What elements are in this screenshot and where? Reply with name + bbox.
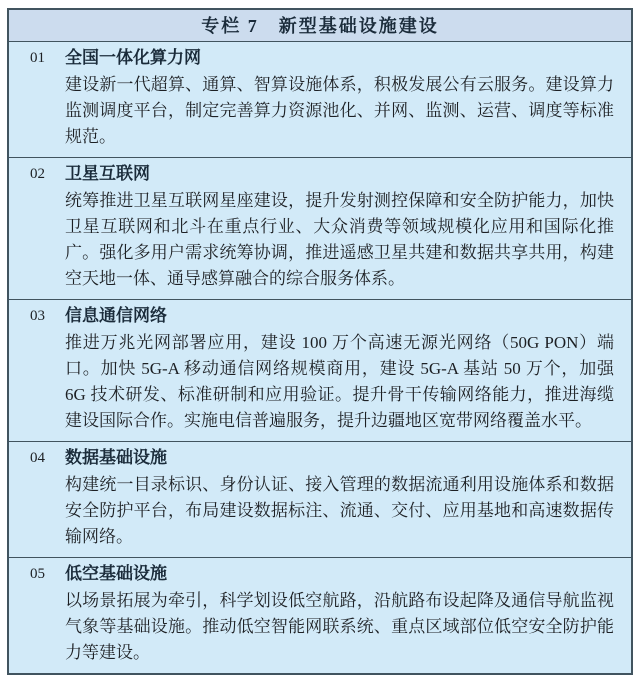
row-heading bbox=[65, 46, 614, 71]
row-heading bbox=[65, 162, 614, 187]
row-body-text: 以场景拓展为牵引，科学划设低空航路，沿航路布设起降及通信导航监视气象等基础设施。推动低空智能网联系统、重点区域部位低空安全防护能力等建设。 bbox=[65, 591, 614, 662]
row-title: 低空基础设施 bbox=[65, 564, 167, 583]
row-heading bbox=[65, 562, 614, 587]
row-title: 全国一体化算力网 bbox=[65, 48, 201, 67]
row-body-text: 统筹推进卫星互联网星座建设，提升发射测控保障和安全防护能力，加快卫星互联网和北斗在重点行业、大众消费等领域规模化应用和国际化推广。强化多用户需求统筹协调，推进遥感卫星共建和数据共享共用，构建空天地一体、通导感算融合的综合服务体系。 bbox=[65, 191, 614, 288]
row-title: 信息通信网络 bbox=[65, 306, 167, 325]
row-number: 01 bbox=[30, 50, 45, 66]
table-row-data-infrastructure bbox=[9, 442, 631, 558]
panel-header bbox=[9, 10, 631, 42]
infrastructure-panel bbox=[7, 8, 633, 675]
row-number: 03 bbox=[30, 308, 45, 324]
row-number: 04 bbox=[30, 450, 45, 466]
panel-title: 专栏 7 新型基础设施建设 bbox=[201, 16, 439, 36]
table-row-low-altitude-infrastructure bbox=[9, 558, 631, 673]
row-number: 02 bbox=[30, 166, 45, 182]
row-body-text: 建设新一代超算、通算、智算设施体系，积极发展公有云服务。建设算力监测调度平台，制定完善算力资源池化、并网、监测、运营、调度等标准规范。 bbox=[65, 75, 614, 146]
row-heading bbox=[65, 304, 614, 329]
row-body-text: 推进万兆光网部署应用，建设 100 万个高速无源光网络（50G PON）端口。加快 5G-A 移动通信网络规模商用，建设 5G-A 基站 50 万个，加强 6G 技术研发、标准研制和应用验证。提升骨干传输网络能力，推进海缆建设国际合作。实施电信普遍服务，提升边疆地区宽带网络覆盖水平。 bbox=[65, 333, 614, 430]
table-row-info-communication-network bbox=[9, 300, 631, 442]
table-row-computing-network bbox=[9, 42, 631, 158]
row-body-text: 构建统一目录标识、身份认证、接入管理的数据流通利用设施体系和数据安全防护平台，布局建设数据标注、流通、交付、应用基地和高速数据传输网络。 bbox=[65, 475, 614, 546]
row-number: 05 bbox=[30, 566, 45, 582]
row-heading bbox=[65, 446, 614, 471]
row-title: 卫星互联网 bbox=[65, 164, 150, 183]
row-title: 数据基础设施 bbox=[65, 448, 167, 467]
table-row-satellite-internet bbox=[9, 158, 631, 300]
